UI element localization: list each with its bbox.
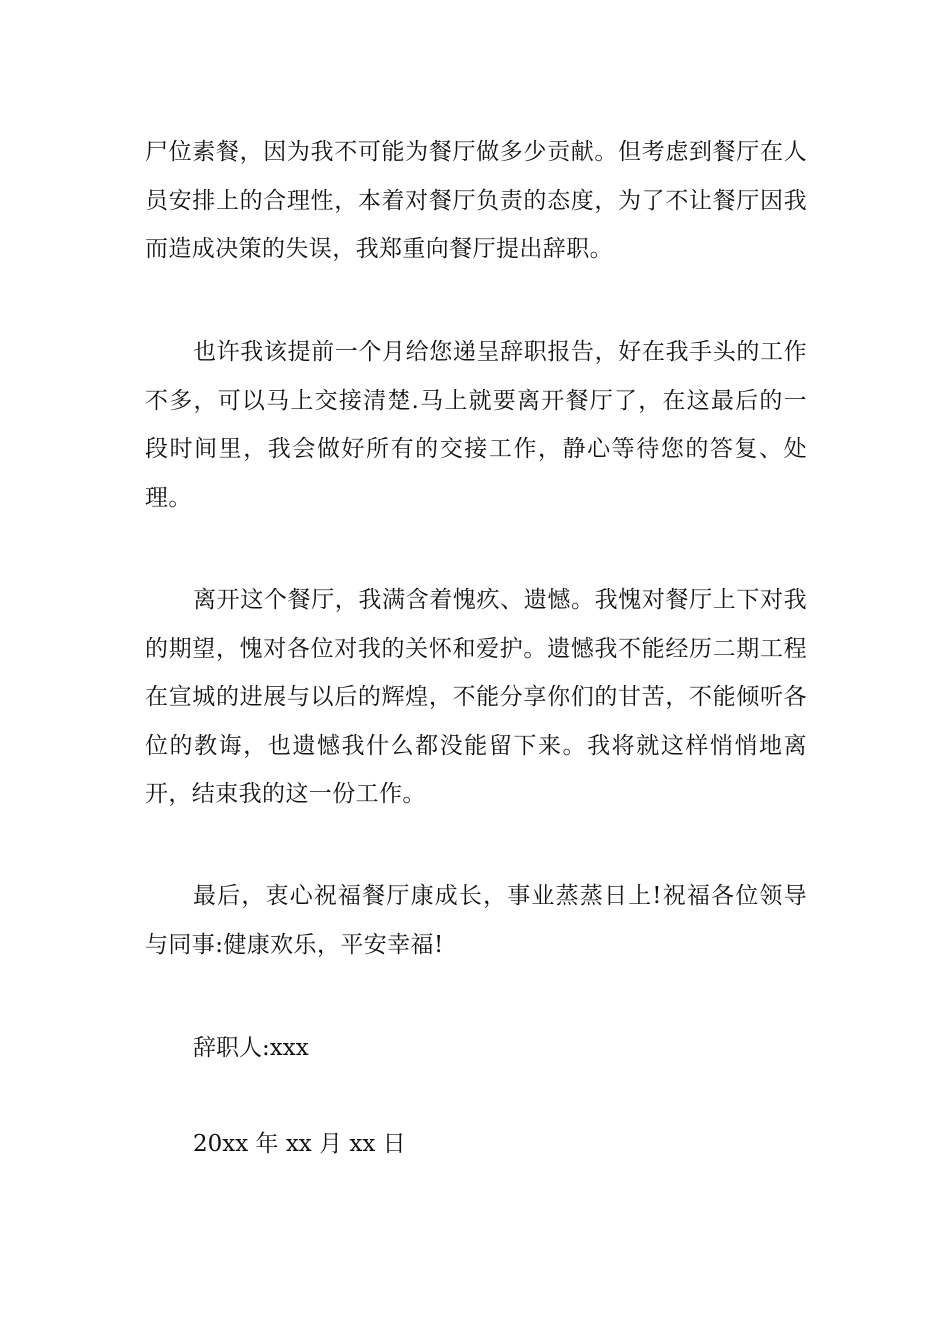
paragraph-continuation: 尸位素餐，因为我不可能为餐厅做多少贡献。但考虑到餐厅在人员安排上的合理性，本着对餐厅负责的态度，为了不让餐厅因我而造成决策的失误，我郑重向餐厅提出辞职。 xyxy=(145,139,807,262)
paragraph-blessing: 最后，衷心祝福餐厅康成长，事业蒸蒸日上!祝福各位领导与同事:健康欢乐，平安幸福! xyxy=(145,883,807,958)
paragraph-regret: 离开这个餐厅，我满含着愧疚、遗憾。我愧对餐厅上下对我的期望，愧对各位对我的关怀和爱护。遗憾我不能经历二期工程在宣城的进展与以后的辉煌，不能分享你们的甘苦，不能倾听各位的教诲，也遗憾我什么都没能留下来。我将就这样悄悄地离开，结束我的这一份工作。 xyxy=(145,587,807,807)
date-line: 20xx 年 xx 月 xx 日 xyxy=(193,1131,406,1157)
signer-line: 辞职人:xxx xyxy=(193,1035,309,1061)
paragraph-handover: 也许我该提前一个月给您递呈辞职报告，好在我手头的工作不多，可以马上交接清楚.马上就要离开餐厅了，在这最后的一段时间里，我会做好所有的交接工作，静心等待您的答复、处理。 xyxy=(145,339,807,511)
